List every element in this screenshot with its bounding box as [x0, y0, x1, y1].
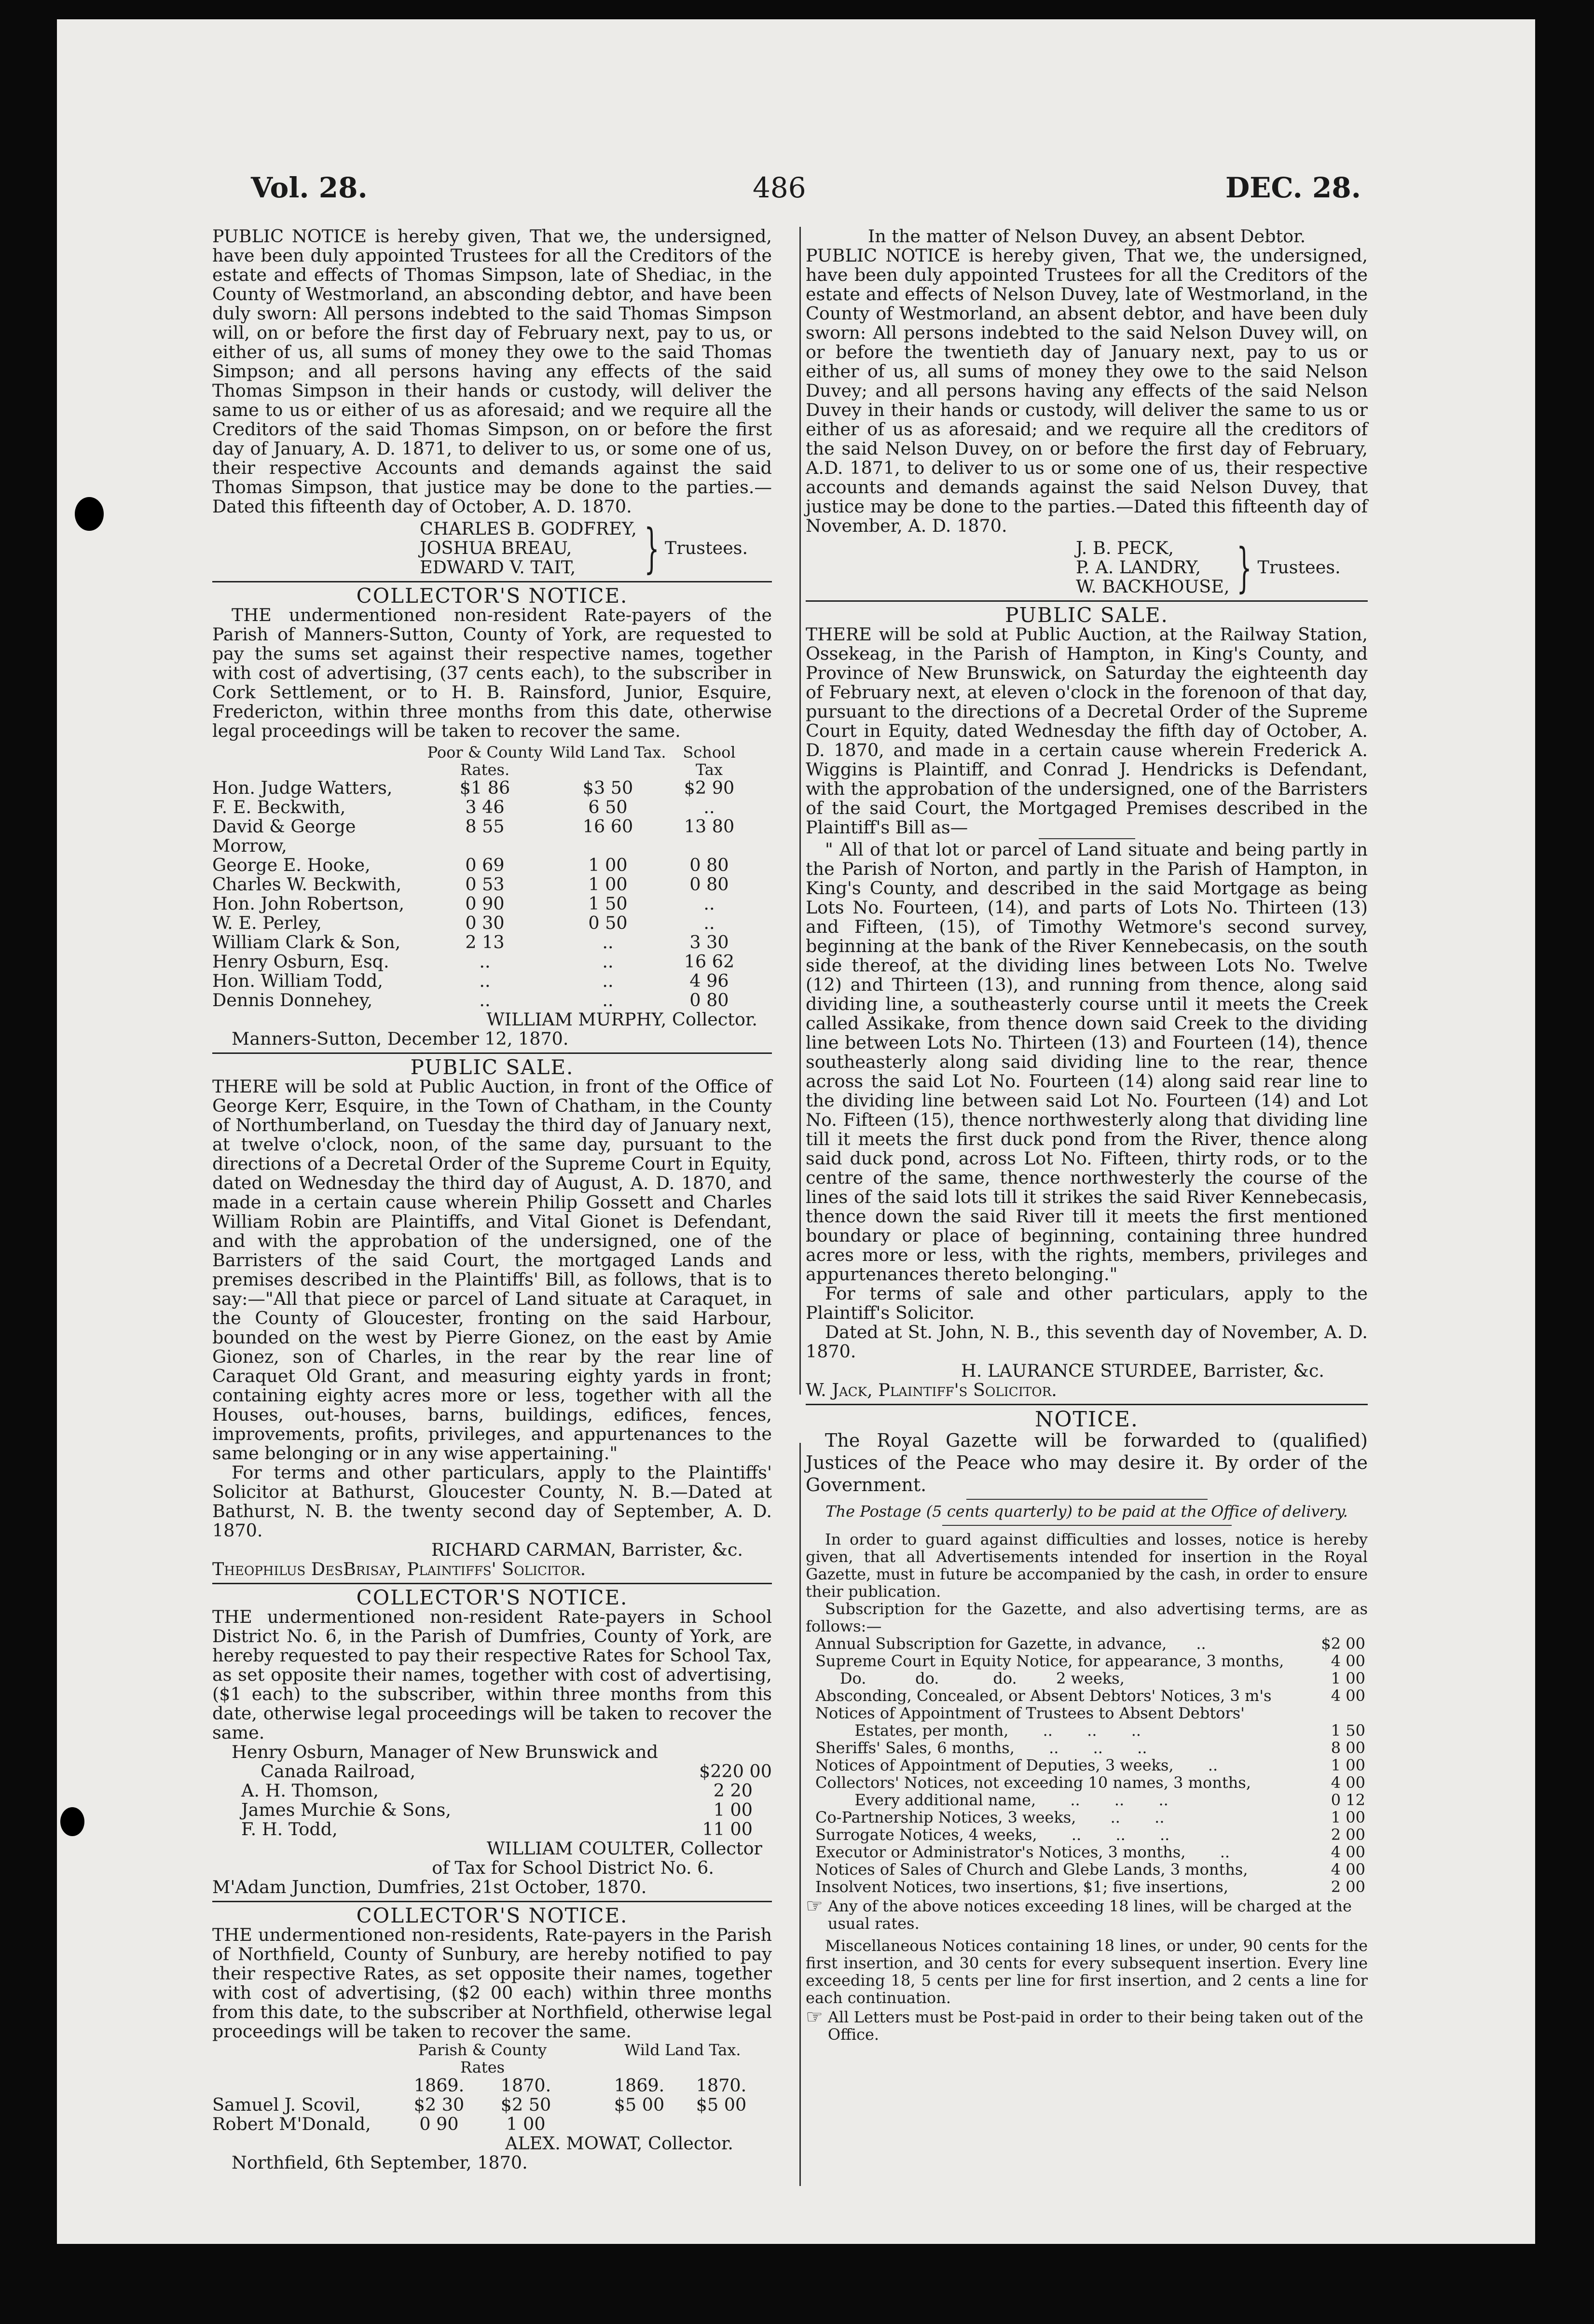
- table-row: [212, 933, 772, 952]
- poor-county-rate: 3 46: [465, 797, 505, 817]
- excess-lines-text: Any of the above notices exceeding 18 lines, will be charged at the usual rates.: [827, 1897, 1352, 1933]
- barrister-signature: H. LAURANCE STURDEE, Barrister, &c.: [961, 1360, 1324, 1381]
- wild-land-1870: $5 00: [696, 2094, 747, 2115]
- rate-row: [806, 1722, 1368, 1739]
- poor-county-rate: 8 55: [465, 816, 505, 837]
- rate-amount: 1 50: [1331, 1721, 1365, 1740]
- wild-land-tax: 16 60: [582, 816, 633, 837]
- left-column: [212, 227, 772, 2172]
- wild-land-tax: 1 50: [588, 893, 628, 914]
- trustee-name: P. A. LANDRY,: [1076, 557, 1201, 578]
- col-head-poor-county: Poor & County Rates.: [427, 743, 543, 779]
- year: 1870.: [696, 2075, 747, 2096]
- rate-row: [806, 1670, 1368, 1687]
- rate-description: Do. do. do. 2 weeks,: [815, 1670, 1125, 1687]
- school-tax: ..: [703, 797, 715, 817]
- rate-description: Supreme Court in Equity Notice, for appearance, 3 months,: [815, 1652, 1284, 1670]
- ratepayer-name: George E. Hooke,: [212, 855, 371, 875]
- collector-notice-title: COLLECTOR'S NOTICE.: [356, 1904, 628, 1927]
- postage-note: The Postage (5 cents quarterly) to be paid at the Office of delivery.: [825, 1502, 1348, 1521]
- rate-amount: 1 00: [1331, 1669, 1365, 1688]
- ratepayer-name: Samuel J. Scovil,: [212, 2094, 361, 2115]
- rate-row: [806, 1774, 1368, 1791]
- table-row: [212, 856, 772, 875]
- school-tax: 4 96: [689, 970, 729, 991]
- poor-county-rate: 2 13: [465, 932, 505, 953]
- rate-row: [806, 1652, 1368, 1670]
- rate-description: Estates, per month, .. .. ..: [815, 1722, 1141, 1739]
- running-head-page: 486: [753, 171, 806, 204]
- poor-county-rate: 0 90: [465, 893, 505, 914]
- rate-row: [806, 1826, 1368, 1843]
- barrister-signature: RICHARD CARMAN, Barrister, &c.: [431, 1539, 743, 1560]
- collector-signature: WILLIAM COULTER, Collector: [486, 1838, 762, 1859]
- rate-row: [806, 1809, 1368, 1826]
- wild-land-tax: 1 00: [588, 855, 628, 875]
- section-rule: [212, 581, 772, 582]
- rate-amount: 1 00: [1331, 1808, 1365, 1826]
- public-sale-ossekeag: THERE will be sold at Public Auction, at the Railway Station, Ossekeag, in the Parish of Hampton, in King's County, and Province of New Brunswick, on Saturday the eighteenth day of February next, at eleven o'clock in the forenoon of that day, pursuant to the directions of a Decretal Order of the Supreme Court in Equity, dated Wednesday the fifth day of October, A. D. 1870, and made in a certain cause wherein Frederick A. Wiggins is Plaintiff, and Conrad J. Hendricks is Defendant, with the approbation of the undersigned, one of the Barristers of the said Court, the Mortgaged Premises described in the Plaintiff's Bill as—: [806, 624, 1368, 838]
- rate-row: [806, 1635, 1368, 1652]
- ratepayer-name: F. H. Todd,: [241, 1819, 338, 1840]
- parish-rate-1870: $2 50: [500, 2094, 551, 2115]
- collector-dateline: Northfield, 6th September, 1870.: [232, 2152, 528, 2173]
- ratepayer-amount: $220 00: [699, 1761, 772, 1782]
- rate-row: [806, 1687, 1368, 1704]
- pointing-hand-icon: ☞: [806, 2006, 823, 2028]
- rate-description: Executor or Administrator's Notices, 3 months, ..: [815, 1843, 1230, 1861]
- wild-land-tax: 6 50: [588, 797, 628, 817]
- public-sale-terms: For terms of sale and other particulars, apply to the Plaintiff's Solicitor.: [806, 1283, 1368, 1323]
- poor-county-rate: ..: [479, 990, 491, 1010]
- rates-table: [212, 778, 772, 1010]
- column-divider: [799, 227, 801, 1395]
- public-sale-terms: For terms and other particulars, apply to the Plaintiffs' Solicitor at Bathurst, Gloucester County, N. B.—Dated at Bathurst, N. B. the twenty second day of September, A. D. 1870.: [212, 1462, 772, 1541]
- short-rule: [966, 1499, 1208, 1500]
- table-row: [212, 971, 772, 991]
- wild-land-tax: ..: [602, 990, 614, 1010]
- collector-dateline: M'Adam Junction, Dumfries, 21st October, 1870.: [212, 1877, 647, 1897]
- trustee-notice-simpson: PUBLIC NOTICE is hereby given, That we, the undersigned, have been duly appointed Trustees for all the Creditors of the estate and effects of Thomas Simpson, late of Shediac, in the County of Westmorland, an absconding debtor, and have been duly sworn: All persons indebted to the said Thomas Simpson will, on or before the first day of February next, pay to us, or either of us, all sums of money they owe to the said Thomas Simpson; and all persons having any effects of the said Thomas Simpson in their hands or custody, will deliver the same to us or either of us as aforesaid; and we require all the Creditors of the said Thomas Simpson, on or before the first day of January, A. D. 1871, to deliver to us, or some one of us, their respective Accounts and demands against the said Thomas Simpson, that justice may be done to the parties.—Dated this fifteenth day of October, A. D. 1870.: [212, 226, 772, 517]
- collector-signature-line2: of Tax for School District No. 6.: [432, 1857, 714, 1878]
- wild-land-tax: $3 50: [582, 777, 633, 798]
- wild-land-tax: 0 50: [588, 913, 628, 933]
- table-row: [212, 798, 772, 817]
- rate-description: Annual Subscription for Gazette, in advance, ..: [815, 1635, 1206, 1652]
- brace: }: [1237, 537, 1252, 598]
- col-head-parish-county: Parish & County Rates: [418, 2041, 547, 2076]
- section-rule: [212, 1901, 772, 1902]
- school-tax: 13 80: [684, 816, 735, 837]
- poor-county-rate: ..: [479, 970, 491, 991]
- table-row: [212, 991, 772, 1010]
- school-tax: ..: [703, 893, 715, 914]
- duvey-trustees: [1076, 539, 1368, 596]
- ratepayer-name: David & George Morrow,: [212, 816, 356, 856]
- gazette-notice-title: NOTICE.: [1034, 1407, 1139, 1432]
- school-tax: 0 80: [689, 990, 729, 1010]
- ratepayer-amount: 2 20: [713, 1780, 753, 1801]
- mortgage-description: " All of that lot or parcel of Land situate and being partly in the Parish of Norton, and partly in the Parish of Hampton, in King's County, and described in the said Mortgage as being Lots No. Fourteen, (14), and parts of Lots No. Thirteen (13) and Fifteen, (15), of Timothy Wetmore's second survey, beginning at the bank of the River Kennebecasis, on the south side thereof, at the dividing lines between Lots No. Twelve (12) and Thirteen (13), and running from thence, along said dividing line, a southeasterly course until it meets the Creek called Assikake, from thence down said Creek to the dividing line between Lots No. Thirteen (13) and Fourteen (14), thence southeasterly along said dividing line to the rear, thence across the said Lot No. Fourteen (14) along said rear line to the dividing line between said Lot No. Fourteen (14) and Lot No. Fifteen (15), thence northwesterly along that dividing line till it meets the first duck pond from the River, thence along said duck pond, across Lot No. Fifteen, thirty rods, or to the centre of the same, thence northwesterly the course of the lines of the said lots till it strikes the said River Kennebecasis, thence down the said River till it meets the first mentioned boundary or place of beginning, containing three hundred acres more or less, with the rights, members, privileges and appurtenances thereto belonging.": [806, 839, 1368, 1285]
- table-row: [212, 1800, 772, 1820]
- northfield-years: [212, 2076, 772, 2095]
- trustee-name: JOSHUA BREAU,: [420, 538, 572, 558]
- rate-amount: 4 00: [1331, 1773, 1365, 1792]
- debtor-matter-heading: In the matter of Nelson Duvey, an absent Debtor.: [867, 226, 1306, 247]
- collector-signature: WILLIAM MURPHY, Collector.: [486, 1009, 757, 1030]
- section-rule: [806, 1404, 1368, 1405]
- col-head-wild-land: Wild Land Tax.: [624, 2041, 741, 2059]
- school-tax: $2 90: [684, 777, 735, 798]
- public-sale-caraquet: THERE will be sold at Public Auction, in front of the Office of George Kerr, Esquire, in the Town of Chatham, in the County of Northumberland, on Tuesday the third day of January next, at twelve o'clock, noon, of the same day, pursuant to the directions of a Decretal Order of the Supreme Court in Equity, dated on Wednesday the third day of August, A. D. 1870, and made in a certain cause wherein Philip Gossett and Charles William Robin are Plaintiffs, and Vital Gionet is Defendant, and with the approbation of the undersigned, one of the Barristers of the said Court, the mortgaged Lands and premises described in the Plaintiffs' Bill, as follows, that is to say:—"All that piece or parcel of Land situate at Caraquet, in the County of Gloucester, fronting on the said Harbour, bounded on the west by Pierre Gionez, on the east by Amie Gionez, son of Charles, in the rear by the rear line of Caraquet Old Grant, and measuring eighty yards in front; containing eighty acres more or less, together with all the Houses, out-houses, barns, buildings, edifices, fences, improvements, profits, privileges, and appurtenances to the same belonging or in any wise appertaining.": [212, 1076, 772, 1464]
- rate-row: [806, 1704, 1368, 1722]
- public-sale-dateline: Dated at St. John, N. B., this seventh day of November, A. D. 1870.: [806, 1322, 1368, 1362]
- rate-row: [806, 1843, 1368, 1861]
- trustee-notice-duvey: PUBLIC NOTICE is hereby given, That we, the undersigned, have been duly appointed Trustees for all the Creditors of the estate and effects of Nelson Duvey, late of Westmorland, in the County of Westmorland, an absent debtor, and have been duly sworn: All persons indebted to the said Nelson Duvey will, on or before the twentieth day of January next, pay to us or either of us, all sums of money they owe to the said Nelson Duvey; and all persons having any effects of the said Nelson Duvey in their hands or custody, will deliver the same to us or either of us as aforesaid; and we require all the creditors of the said Nelson Duvey, on or before the first day of February, A.D. 1871, to deliver to us or some one of us, their respective accounts and demands against the said Nelson Duvey, that justice may be done to the parties.—Dated this fifteenth day of November, A. D. 1870.: [806, 245, 1368, 536]
- table-row: [212, 952, 772, 971]
- rate-row: [806, 1739, 1368, 1757]
- table-row: [212, 778, 772, 798]
- ratepayer-amount: 11 00: [702, 1819, 753, 1840]
- dumfries-row: [212, 1762, 772, 1781]
- section-rule: [212, 1583, 772, 1584]
- brace: }: [644, 517, 660, 579]
- collector-dateline: Manners-Sutton, December 12, 1870.: [232, 1028, 569, 1049]
- table-row: [212, 1820, 772, 1839]
- poor-county-rate: 0 30: [465, 913, 505, 933]
- trustee-name: EDWARD V. TAIT,: [420, 557, 576, 578]
- wild-land-tax: ..: [602, 951, 614, 972]
- ratepayer-amount: 1 00: [713, 1799, 753, 1820]
- rate-amount: 4 00: [1331, 1652, 1365, 1670]
- rate-description: Insolvent Notices, two insertions, $1; five insertions,: [815, 1878, 1228, 1895]
- postpaid-letters-note: [806, 2008, 1368, 2043]
- wild-land-tax: ..: [602, 932, 614, 953]
- trustee-name: CHARLES B. GODFREY,: [420, 518, 637, 539]
- rate-row: [806, 1878, 1368, 1895]
- column-divider-lower: [799, 1443, 801, 2186]
- rate-description: Co-Partnership Notices, 3 weeks, .. ..: [815, 1809, 1165, 1826]
- gazette-distribution: The Royal Gazette will be forwarded to (qualified) Justices of the Peace who may desire it. By order of the Government.: [806, 1430, 1368, 1495]
- rate-amount: 8 00: [1331, 1739, 1365, 1757]
- running-head-date: DEC. 28.: [1225, 171, 1361, 204]
- advertising-cash-notice: In order to guard against difficulties and losses, notice is hereby given, that all Advertisements intended for insertion in the Royal Gazette, must in future be accompanied by the cash, in order to ensure their publication.: [806, 1530, 1368, 1601]
- rate-amount: 4 00: [1331, 1860, 1365, 1879]
- table-row: [212, 817, 772, 856]
- rate-amount: 4 00: [1331, 1843, 1365, 1861]
- rate-description: Collectors' Notices, not exceeding 10 names, 3 months,: [815, 1774, 1251, 1791]
- ratepayer-name: Canada Railroad,: [261, 1761, 416, 1782]
- ratepayer-name: Hon. John Robertson,: [212, 893, 405, 914]
- rate-row: [806, 1861, 1368, 1878]
- rates-table-header: [212, 744, 772, 778]
- ratepayer-name: F. E. Beckwith,: [212, 797, 346, 817]
- school-tax: 0 80: [689, 874, 729, 895]
- parish-rate-1869: 0 90: [419, 2114, 459, 2134]
- advertising-rates-table: [806, 1635, 1368, 1895]
- pointing-hand-icon: ☞: [806, 1895, 823, 1917]
- postpaid-letters-text: All Letters must be Post-paid in order to their being taken out of the Office.: [827, 2008, 1363, 2044]
- poor-county-rate: 0 69: [465, 855, 505, 875]
- table-row: [212, 913, 772, 933]
- school-tax: 3 30: [689, 932, 729, 953]
- poor-county-rate: $1 86: [459, 777, 510, 798]
- school-tax: 16 62: [684, 951, 735, 972]
- rate-row: [806, 1791, 1368, 1809]
- plaintiffs-solicitor: Theophilus DesBrisay, Plaintiffs' Solicitor.: [212, 1559, 586, 1579]
- simpson-trustees: [420, 519, 772, 577]
- northfield-table-header: [212, 2041, 772, 2076]
- poor-county-rate: ..: [479, 951, 491, 972]
- rate-description: Sheriffs' Sales, 6 months, .. .. ..: [815, 1739, 1147, 1757]
- wild-land-1869: $5 00: [614, 2094, 665, 2115]
- ratepayer-name: Hon. Judge Watters,: [212, 777, 393, 798]
- rate-amount: $2 00: [1321, 1634, 1365, 1653]
- ratepayer-name: James Murchie & Sons,: [241, 1799, 452, 1820]
- wild-land-tax: ..: [602, 970, 614, 991]
- trustee-name: J. B. PECK,: [1076, 538, 1174, 558]
- ratepayer-name: William Clark & Son,: [212, 932, 401, 953]
- poor-county-rate: 0 53: [465, 874, 505, 895]
- rate-amount: 1 00: [1331, 1756, 1365, 1774]
- year: 1869.: [413, 2075, 465, 2096]
- running-head-volume: Vol. 28.: [251, 171, 368, 204]
- subscription-terms-intro: Subscription for the Gazette, and also advertising terms, are as follows:—: [806, 1600, 1368, 1635]
- rate-amount: 4 00: [1331, 1687, 1365, 1705]
- plaintiffs-solicitor: W. Jack, Plaintiff's Solicitor.: [806, 1380, 1057, 1400]
- rate-description: Absconding, Concealed, or Absent Debtors' Notices, 3 m's: [815, 1687, 1272, 1704]
- school-tax: ..: [703, 913, 715, 933]
- punch-hole-top: [75, 497, 104, 531]
- year: 1870.: [500, 2075, 551, 2096]
- rate-row: [806, 1757, 1368, 1774]
- ratepayer-name: W. E. Perley,: [212, 913, 322, 933]
- northfield-table: [212, 2095, 772, 2134]
- right-column: [806, 227, 1368, 2043]
- parish-rate-1870: 1 00: [506, 2114, 546, 2134]
- dumfries-row: Henry Osburn, Manager of New Brunswick and: [232, 1742, 658, 1762]
- punch-hole-middle: [60, 1807, 84, 1836]
- public-sale-title: PUBLIC SALE.: [1005, 603, 1168, 627]
- table-row: [212, 2095, 772, 2115]
- trustee-role: Trustees.: [1257, 557, 1341, 578]
- rate-description: Notices of Appointment of Trustees to Absent Debtors': [815, 1704, 1245, 1722]
- ratepayer-name: Charles W. Beckwith,: [212, 874, 402, 895]
- ratepayer-name: Robert M'Donald,: [212, 2114, 371, 2134]
- collector-notice-manners-sutton: THE undermentioned non-resident Rate-payers of the Parish of Manners-Sutton, County of York, are requested to pay the sums set against their respective names, together with cost of advertising, (37 cents each), to the subscriber in Cork Settlement, or to H. B. Rainsford, Junior, Esquire, Fredericton, within three months from this date, otherwise legal proceedings will be taken to recover the same.: [212, 605, 772, 741]
- short-rule: [942, 1525, 1232, 1526]
- col-head-school-tax: School Tax: [683, 743, 736, 779]
- section-rule: [212, 1052, 772, 1054]
- ratepayer-name: A. H. Thomson,: [241, 1780, 379, 1801]
- table-row: [212, 1781, 772, 1800]
- year: 1869.: [614, 2075, 665, 2096]
- rate-description: Surrogate Notices, 4 weeks, .. .. ..: [815, 1826, 1170, 1843]
- col-head-wild-land: Wild Land Tax.: [550, 743, 666, 761]
- dumfries-table: [212, 1781, 772, 1839]
- table-row: [212, 894, 772, 913]
- section-rule: [806, 600, 1368, 602]
- collector-notice-northfield: THE undermentioned non-residents, Rate-payers in the Parish of Northfield, County of Sunbury, are hereby notified to pay their respective Rates, as set opposite their names, together with cost of advertising, ($2 00 each) within three months from this date, to the subscriber at Northfield, otherwise legal proceedings will be taken to recover the same.: [212, 1924, 772, 2042]
- rate-description: Notices of Sales of Church and Glebe Lands, 3 months,: [815, 1861, 1248, 1878]
- school-tax: 0 80: [689, 855, 729, 875]
- ratepayer-name: Dennis Donnehey,: [212, 990, 373, 1010]
- collector-notice-dumfries: THE undermentioned non-resident Rate-payers in School District No. 6, in the Parish of Dumfries, County of York, are hereby requested to pay their respective Rates for School Tax, as set opposite their names, together with cost of advertising, ($1 each) to the subscriber, within three months from this date, otherwise legal proceedings will be taken to recover the same.: [212, 1606, 772, 1743]
- trustee-role: Trustees.: [664, 538, 748, 558]
- collector-notice-title: COLLECTOR'S NOTICE.: [356, 1586, 628, 1609]
- rate-amount: 2 00: [1331, 1878, 1365, 1896]
- rate-description: Every additional name, .. .. ..: [815, 1791, 1168, 1809]
- trustee-name: W. BACKHOUSE,: [1076, 576, 1230, 597]
- parish-rate-1869: $2 30: [413, 2094, 465, 2115]
- wild-land-tax: 1 00: [588, 874, 628, 895]
- rate-amount: 2 00: [1331, 1826, 1365, 1844]
- miscellaneous-notices-rates: Miscellaneous Notices containing 18 lines, or under, 90 cents for the first insertion, and 30 cents for every subsequent insertion. Every line exceeding 18, 5 cents per line for first insertion, and 2 cents a line for each continuation.: [806, 1937, 1368, 2007]
- rate-description: Notices of Appointment of Deputies, 3 weeks, ..: [815, 1757, 1218, 1774]
- ratepayer-name: Hon. William Todd,: [212, 970, 383, 991]
- collector-signature: ALEX. MOWAT, Collector.: [505, 2133, 733, 2154]
- rate-amount: 0 12: [1331, 1791, 1365, 1809]
- public-sale-title: PUBLIC SALE.: [410, 1055, 574, 1079]
- excess-lines-note: [806, 1897, 1368, 1932]
- collector-notice-title: COLLECTOR'S NOTICE.: [356, 584, 628, 608]
- table-row: [212, 2115, 772, 2134]
- table-row: [212, 875, 772, 894]
- ratepayer-name: Henry Osburn, Esq.: [212, 951, 389, 972]
